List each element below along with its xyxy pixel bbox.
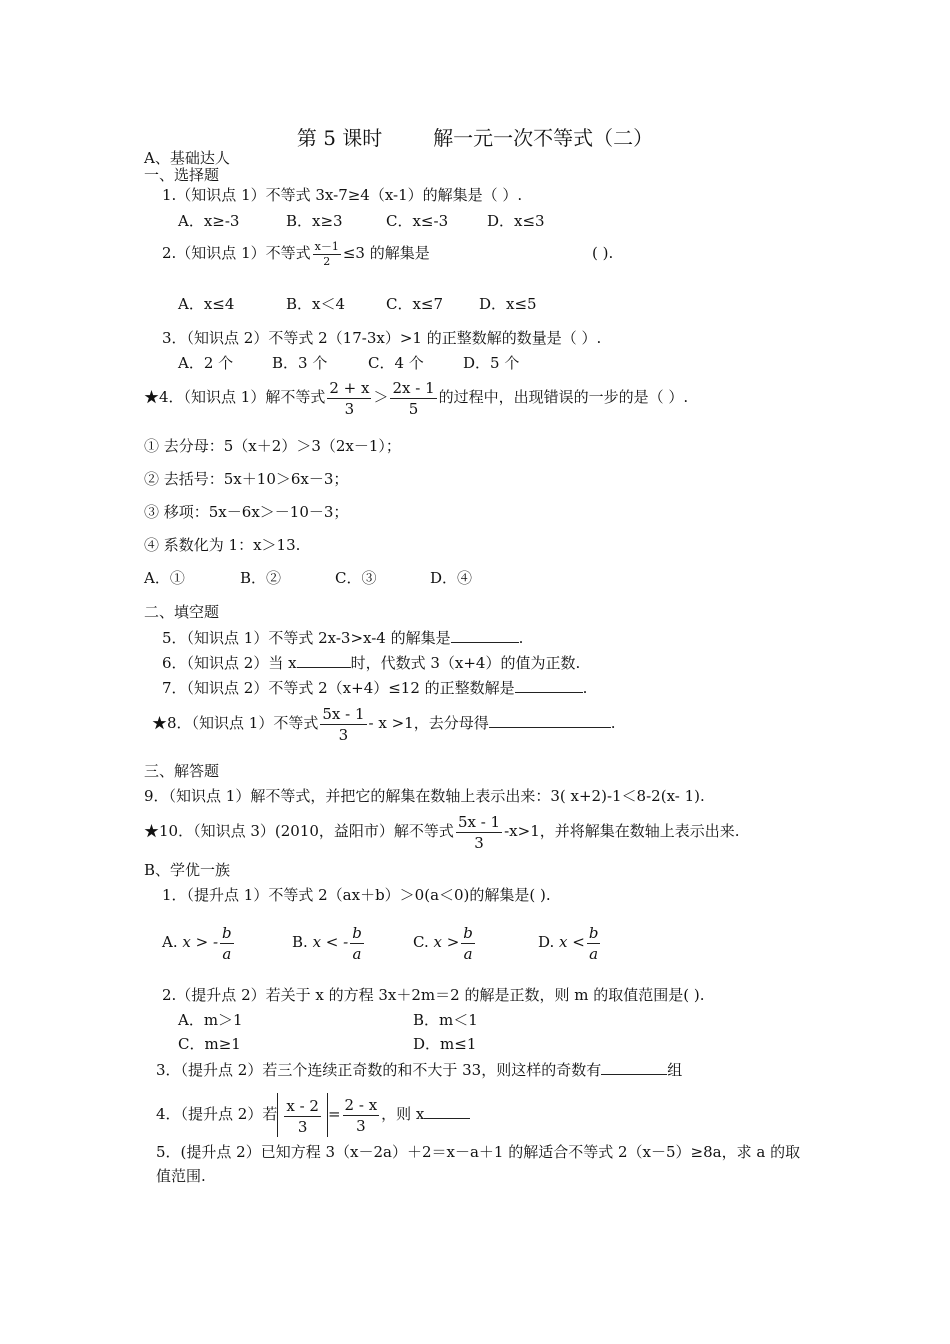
question-8 (152, 702, 615, 745)
b4-absolute-value (277, 1093, 328, 1137)
b2-option-c: C．m≥1 (178, 1035, 241, 1053)
b1-option-a-numerator: b (222, 923, 232, 942)
q10-fraction (456, 812, 502, 853)
q2-numerator: x－1 (314, 239, 339, 253)
b1-option-c-denominator: a (463, 944, 473, 963)
question-10 (144, 810, 740, 853)
b1-option-d-fraction (587, 923, 601, 964)
section-a-heading: A、基础达人 (144, 149, 230, 167)
q4-left-numerator: 2 + x (329, 378, 370, 397)
question-6 (162, 653, 580, 672)
part-1-heading: 一、选择题 (144, 166, 220, 184)
q8-numerator: 5x - 1 (322, 704, 365, 723)
q7-stem-end: . (582, 679, 588, 697)
q8-stem-mid: - x >1，去分母得 (368, 714, 489, 732)
question-5 (162, 628, 523, 647)
b1-option-b (292, 920, 366, 964)
b1-option-a-fraction (220, 923, 234, 964)
b1-option-c (413, 920, 477, 964)
q7-stem: 7．（知识点 2）不等式 2（x+4）≤12 的正整数解是 (162, 679, 515, 697)
q4-option-b: B．② (240, 569, 282, 587)
q4-option-a: A．① (144, 569, 185, 587)
q2-option-b: B．x＜4 (286, 295, 346, 313)
b4-answer-blank[interactable] (424, 1104, 470, 1119)
b4-fraction-right (343, 1095, 380, 1136)
q2-option-c: C．x≤7 (386, 295, 444, 313)
q1-option-a: A．x≥-3 (178, 212, 240, 230)
b1-option-b-label: B. (292, 933, 308, 951)
b2-option-a: A．m＞1 (178, 1011, 243, 1029)
b4-left-numerator: x - 2 (286, 1096, 319, 1115)
b1-option-c-fraction (461, 923, 475, 964)
question-4 (144, 376, 688, 419)
b1-option-a-denominator: a (222, 944, 232, 963)
question-9: 9．（知识点 1）解不等式，并把它的解集在数轴上表示出来：3( x+2)-1＜8-2(x- 1). (144, 787, 705, 805)
b1-option-c-label: C. (413, 933, 429, 951)
b4-fraction-left (284, 1096, 321, 1137)
b1-option-a (162, 920, 236, 964)
q6-stem: 6．（知识点 2）当 x (162, 654, 297, 672)
q1-option-b: B．x≥3 (286, 212, 343, 230)
b-question-5-line-1: 5．(提升点 2）已知方程 3（x－2a）＋2＝x－a＋1 的解适合不等式 2（x－5）≥8a，求 a 的取 (156, 1143, 801, 1161)
b1-option-d-denominator: a (589, 944, 599, 963)
question-7 (162, 678, 587, 697)
q3-option-b: B．3 个 (272, 354, 328, 372)
q4-step-2: ② 去括号：5x＋10＞6x－3； (144, 470, 349, 488)
q2-fraction (313, 240, 341, 269)
q4-right-numerator: 2x - 1 (392, 378, 435, 397)
q10-numerator: 5x - 1 (457, 812, 501, 831)
b1-option-b-numerator: b (352, 923, 362, 942)
b3-stem: 3．（提升点 2）若三个连续正奇数的和不大于 33，则这样的奇数有 (156, 1061, 602, 1079)
q8-stem-end: . (610, 714, 616, 732)
q10-stem: ★10．（知识点 3）(2010，益阳市）解不等式 (144, 822, 454, 840)
q8-fraction (320, 704, 366, 745)
q5-answer-blank[interactable] (451, 628, 519, 643)
b2-option-b: B．m＜1 (413, 1011, 478, 1029)
question-1: 1.（知识点 1）不等式 3x-7≥4（x-1）的解集是（ ）. (162, 186, 523, 204)
q8-answer-blank[interactable] (489, 713, 611, 728)
q2-answer-paren: ( ). (592, 244, 614, 262)
q4-step-4: ④ 系数化为 1：x＞13. (144, 536, 301, 554)
b1-option-b-relation: x < - (312, 933, 349, 951)
part-3-heading: 三、解答题 (144, 762, 220, 780)
q4-step-1: ① 去分母：5（x＋2）＞3（2x－1）； (144, 437, 401, 455)
b-question-4 (156, 1092, 470, 1137)
q2-stem-end: ≤3 的解集是 (342, 244, 430, 262)
q5-stem-end: . (518, 629, 524, 647)
b1-option-a-relation: x > - (182, 933, 219, 951)
q4-right-denominator: 5 (408, 399, 419, 418)
b4-right-numerator: 2 - x (344, 1095, 378, 1114)
b4-right-denominator: 3 (356, 1116, 366, 1135)
b1-option-d-label: D. (538, 933, 555, 951)
q6-stem-end: 时，代数式 3（x+4）的值为正数. (350, 654, 581, 672)
q2-option-d: D．x≤5 (479, 295, 537, 313)
q6-answer-blank[interactable] (297, 653, 351, 668)
q1-option-d: D．x≤3 (487, 212, 545, 230)
q10-denominator: 3 (474, 833, 484, 852)
q4-option-c: C．③ (335, 569, 377, 587)
b1-option-d-numerator: b (588, 923, 599, 942)
b1-option-d-relation: x < (559, 933, 585, 951)
q8-stem: ★8．（知识点 1）不等式 (152, 714, 319, 732)
q2-denominator: 2 (323, 254, 331, 268)
b4-stem-end: ，则 x (381, 1105, 425, 1123)
b4-stem: 4．（提升点 2）若 (156, 1105, 278, 1123)
part-2-heading: 二、填空题 (144, 603, 220, 621)
page-title: 第 5 课时 解一元一次不等式（二） (296, 126, 654, 150)
b-question-3 (156, 1060, 682, 1079)
q1-option-c: C．x≤-3 (386, 212, 449, 230)
question-2 (162, 236, 430, 270)
b-question-1: 1．（提升点 1）不等式 2（ax＋b）＞0(a＜0)的解集是( ). (162, 886, 551, 904)
b2-option-d: D．m≤1 (413, 1035, 477, 1053)
q7-answer-blank[interactable] (515, 678, 583, 693)
q4-stem: ★4．（知识点 1）解不等式 (144, 388, 326, 406)
q5-stem: 5．（知识点 1）不等式 2x-3>x-4 的解集是 (162, 629, 451, 647)
question-3: 3．（知识点 2）不等式 2（17-3x）>1 的正整数解的数量是（ ）. (162, 329, 602, 347)
q2-stem: 2.（知识点 1）不等式 (162, 244, 311, 262)
q4-greater-than: ＞ (373, 388, 389, 406)
b-question-2: 2.（提升点 2）若关于 x 的方程 3x＋2m＝2 的解是正数，则 m 的取值范围是( ). (162, 986, 705, 1004)
b1-option-a-label: A. (162, 933, 178, 951)
b-question-5-line-2: 值范围. (156, 1167, 206, 1185)
q3-option-c: C．4 个 (368, 354, 424, 372)
q10-stem-end: -x>1，并将解集在数轴上表示出来. (504, 822, 740, 840)
b1-option-c-relation: x > (433, 933, 460, 951)
q4-fraction-left (327, 378, 371, 419)
b1-option-d (538, 920, 602, 964)
q3-option-d: D．5 个 (463, 354, 520, 372)
b4-equals: = (327, 1105, 341, 1123)
q4-stem-end: 的过程中，出现错误的一步的是（ ）. (438, 388, 689, 406)
q8-denominator: 3 (338, 725, 349, 744)
b3-answer-blank[interactable] (601, 1060, 667, 1075)
b1-option-b-denominator: a (352, 944, 362, 963)
b1-option-c-numerator: b (463, 923, 473, 942)
section-b-heading: B、学优一族 (144, 861, 231, 879)
q4-fraction-right (390, 378, 436, 419)
b1-option-b-fraction (350, 923, 364, 964)
q4-option-d: D．④ (430, 569, 473, 587)
b3-stem-end: 组 (667, 1061, 683, 1079)
q2-option-a: A．x≤4 (178, 295, 235, 313)
q3-option-a: A．2 个 (178, 354, 234, 372)
b4-left-denominator: 3 (297, 1117, 308, 1136)
q4-step-3: ③ 移项：5x－6x＞－10－3； (144, 503, 349, 521)
q4-left-denominator: 3 (344, 399, 355, 418)
